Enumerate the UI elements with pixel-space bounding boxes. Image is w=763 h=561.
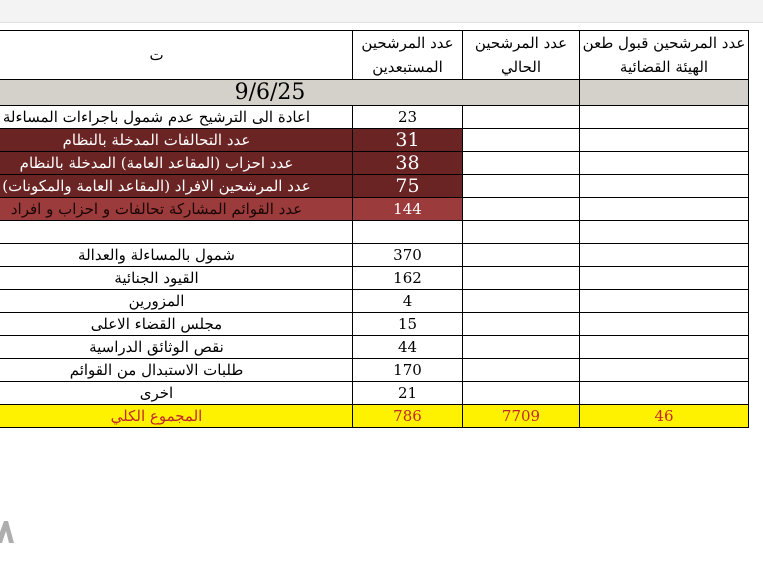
- row-before-appeal-cell[interactable]: [580, 106, 749, 129]
- row-before-appeal-cell[interactable]: [580, 198, 749, 221]
- row-current-cell[interactable]: [463, 106, 580, 129]
- table-row: [0, 152, 749, 175]
- table-row: [0, 129, 749, 152]
- row-excluded-cell[interactable]: 21: [353, 382, 463, 405]
- row-excluded-cell[interactable]: 170: [353, 359, 463, 382]
- row-excluded-cell[interactable]: 75: [353, 175, 463, 198]
- table-row: [0, 382, 749, 405]
- row-current-cell[interactable]: [463, 244, 580, 267]
- spreadsheet-table: [0, 30, 749, 428]
- date-row-empty-cell[interactable]: [580, 80, 749, 106]
- total-before-appeal-cell[interactable]: 46: [580, 405, 749, 428]
- table-row: [0, 175, 749, 198]
- header-row: [0, 31, 749, 80]
- row-before-appeal-cell[interactable]: [580, 129, 749, 152]
- row-label-cell[interactable]: عدد القوائم المشاركة تحالفات و احزاب و افراد: [0, 198, 353, 221]
- total-label-cell[interactable]: المجموع الكلي: [0, 405, 353, 428]
- row-excluded-cell[interactable]: 370: [353, 244, 463, 267]
- row-label-cell[interactable]: اعادة الى الترشيح عدم شمول باجراءات المساءلة: [0, 106, 353, 129]
- row-label-cell[interactable]: عدد احزاب (المقاعد العامة) المدخلة بالنظام: [0, 152, 353, 175]
- row-label-cell[interactable]: القيود الجنائية: [0, 267, 353, 290]
- row-current-cell[interactable]: [463, 359, 580, 382]
- header-label-column[interactable]: ت: [0, 31, 353, 80]
- row-label-cell[interactable]: [0, 221, 353, 244]
- header-excluded-column[interactable]: عدد المرشحين المستبعدين: [353, 31, 463, 80]
- row-label-cell[interactable]: المزورين: [0, 290, 353, 313]
- row-before-appeal-cell[interactable]: [580, 359, 749, 382]
- row-before-appeal-cell[interactable]: [580, 382, 749, 405]
- row-label-cell[interactable]: عدد المرشحين الافراد (المقاعد العامة والمكونات): [0, 175, 353, 198]
- row-label-cell[interactable]: مجلس القضاء الاعلى: [0, 313, 353, 336]
- row-before-appeal-cell[interactable]: [580, 313, 749, 336]
- row-before-appeal-cell[interactable]: [580, 221, 749, 244]
- total-row: [0, 405, 749, 428]
- corner-logo-icon: [0, 517, 16, 545]
- row-current-cell[interactable]: [463, 382, 580, 405]
- row-label-cell[interactable]: شمول بالمساءلة والعدالة: [0, 244, 353, 267]
- row-before-appeal-cell[interactable]: [580, 244, 749, 267]
- row-current-cell[interactable]: [463, 290, 580, 313]
- row-current-cell[interactable]: [463, 221, 580, 244]
- header-current-column[interactable]: عدد المرشحين الحالي: [463, 31, 580, 80]
- row-current-cell[interactable]: [463, 313, 580, 336]
- row-excluded-cell[interactable]: 44: [353, 336, 463, 359]
- table-row: [0, 221, 749, 244]
- table-row: [0, 198, 749, 221]
- row-excluded-cell[interactable]: 38: [353, 152, 463, 175]
- row-excluded-cell[interactable]: [353, 221, 463, 244]
- date-cell[interactable]: 9/6/25: [0, 80, 580, 106]
- row-current-cell[interactable]: [463, 175, 580, 198]
- row-before-appeal-cell[interactable]: [580, 336, 749, 359]
- table-row: [0, 359, 749, 382]
- row-excluded-cell[interactable]: 31: [353, 129, 463, 152]
- row-current-cell[interactable]: [463, 336, 580, 359]
- table-row: [0, 106, 749, 129]
- row-current-cell[interactable]: [463, 152, 580, 175]
- row-current-cell[interactable]: [463, 129, 580, 152]
- row-label-cell[interactable]: طلبات الاستبدال من القوائم: [0, 359, 353, 382]
- table-row: [0, 336, 749, 359]
- table-row: [0, 313, 749, 336]
- table-row: [0, 267, 749, 290]
- header-before-appeal-column[interactable]: عدد المرشحين قبول طعن الهيئة القضائية: [580, 31, 749, 80]
- total-current-cell[interactable]: 7709: [463, 405, 580, 428]
- date-row: [0, 80, 749, 106]
- row-current-cell[interactable]: [463, 198, 580, 221]
- total-excluded-cell[interactable]: 786: [353, 405, 463, 428]
- row-excluded-cell[interactable]: 23: [353, 106, 463, 129]
- row-label-cell[interactable]: نقص الوثائق الدراسية: [0, 336, 353, 359]
- row-excluded-cell[interactable]: 162: [353, 267, 463, 290]
- row-before-appeal-cell[interactable]: [580, 175, 749, 198]
- table-row: [0, 244, 749, 267]
- row-before-appeal-cell[interactable]: [580, 267, 749, 290]
- row-excluded-cell[interactable]: 15: [353, 313, 463, 336]
- row-excluded-cell[interactable]: 144: [353, 198, 463, 221]
- row-before-appeal-cell[interactable]: [580, 152, 749, 175]
- row-label-cell[interactable]: عدد التحالفات المدخلة بالنظام: [0, 129, 353, 152]
- row-before-appeal-cell[interactable]: [580, 290, 749, 313]
- table-row: [0, 290, 749, 313]
- row-excluded-cell[interactable]: 4: [353, 290, 463, 313]
- row-label-cell[interactable]: اخرى: [0, 382, 353, 405]
- row-current-cell[interactable]: [463, 267, 580, 290]
- window-top-bar: [0, 0, 763, 23]
